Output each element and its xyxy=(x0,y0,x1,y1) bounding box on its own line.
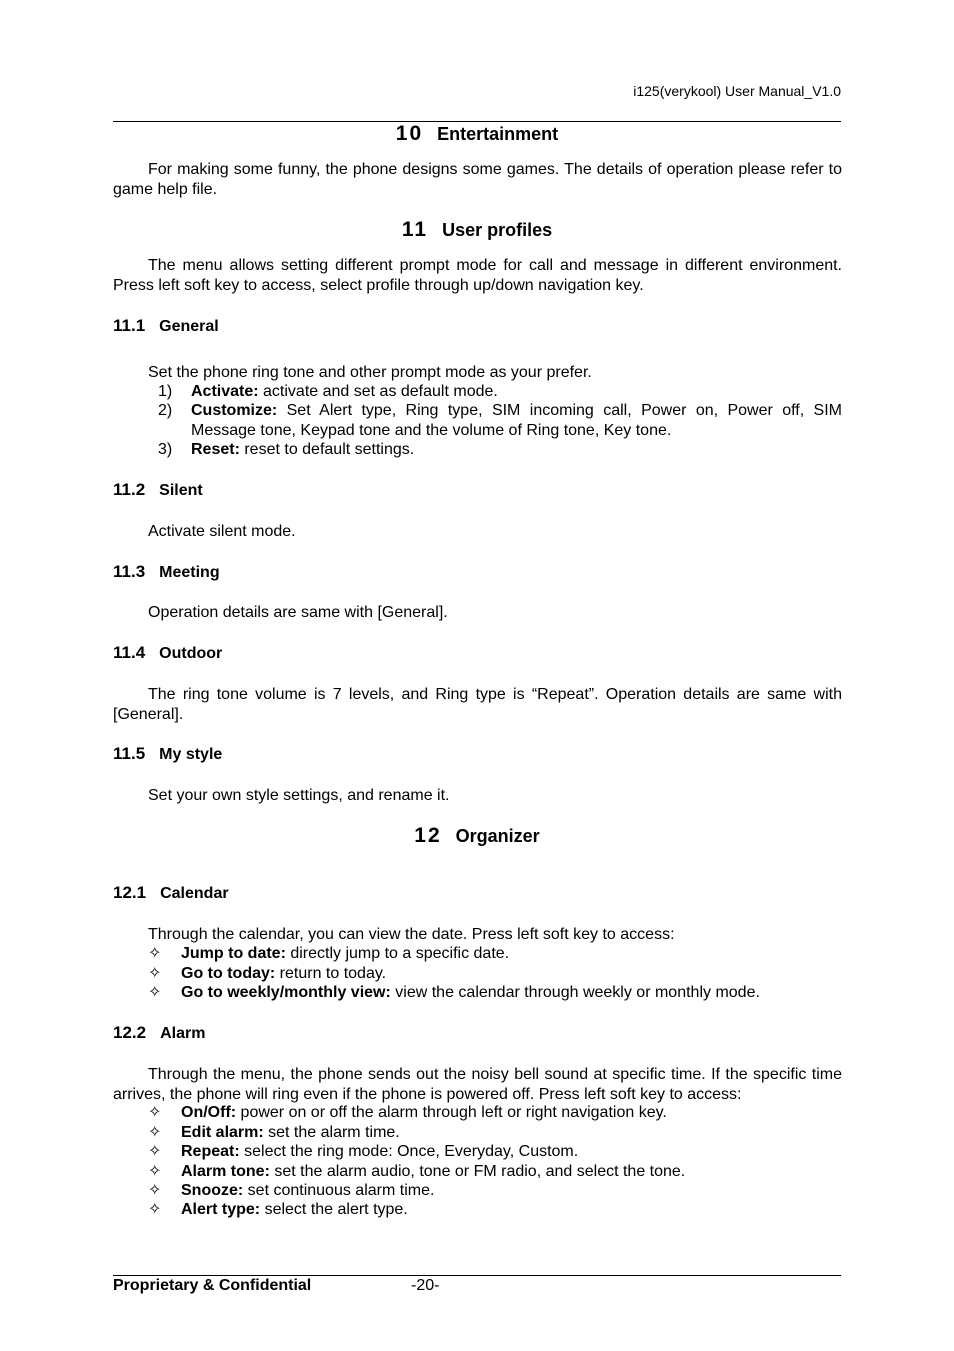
subsection-12-2-intro: Through the menu, the phone sends out the noisy bell sound at specific time. If the specific time arrives, the phone will ring even if the phone is powered off. Press left soft key to access: xyxy=(113,1066,842,1103)
section-heading-10 xyxy=(0,122,954,146)
item-label: Repeat: xyxy=(181,1143,240,1160)
section-number: 10 xyxy=(395,122,424,145)
subsection-heading-11-4 xyxy=(113,643,222,663)
page-number: -20- xyxy=(411,1277,440,1294)
item-label: Reset: xyxy=(191,441,240,458)
subsection-11-2-text: Activate silent mode. xyxy=(148,523,296,540)
bullet-star-icon: ✧ xyxy=(148,1143,162,1160)
section-heading-11 xyxy=(0,218,954,242)
subsection-title: Outdoor xyxy=(159,645,223,662)
section-title: Entertainment xyxy=(437,124,559,144)
item-label: Go to today: xyxy=(181,965,276,982)
item-text: select the alert type. xyxy=(260,1201,408,1218)
item-text: power on or off the alarm through left or right navigation key. xyxy=(236,1104,667,1121)
bullet-star-icon: ✧ xyxy=(148,945,162,962)
subsection-title: General xyxy=(159,318,219,335)
subsection-number: 12.2 xyxy=(113,1023,147,1042)
item-text: select the ring mode: Once, Everyday, Custom. xyxy=(239,1143,579,1160)
item-label: Customize: xyxy=(191,402,278,419)
item-text: directly jump to a specific date. xyxy=(285,945,510,962)
document-header-title: i125(verykool) User Manual_V1.0 xyxy=(633,83,841,99)
subsection-heading-11-2 xyxy=(113,480,203,500)
subsection-heading-11-3 xyxy=(113,562,220,582)
section-10-paragraph: For making some funny, the phone designs some games. The details of operation please refer to game help file. xyxy=(113,161,842,198)
subsection-number: 12.1 xyxy=(113,883,147,902)
bullet-star-icon: ✧ xyxy=(148,1104,162,1121)
subsection-number: 11.5 xyxy=(113,744,146,763)
bullet-star-icon: ✧ xyxy=(148,965,162,982)
item-text: set the alarm time. xyxy=(263,1124,400,1141)
item-text: set continuous alarm time. xyxy=(243,1182,435,1199)
list-number: 3) xyxy=(158,441,173,458)
item-label: Edit alarm: xyxy=(181,1124,264,1141)
subsection-heading-12-2 xyxy=(113,1023,205,1043)
subsection-11-1-intro: Set the phone ring tone and other prompt mode as your prefer. xyxy=(148,364,592,381)
subsection-title: Alarm xyxy=(160,1025,206,1042)
subsection-12-1-intro: Through the calendar, you can view the date. Press left soft key to access: xyxy=(148,926,675,943)
footer-confidential-label: Proprietary & Confidential xyxy=(113,1277,312,1294)
subsection-number: 11.3 xyxy=(113,562,146,581)
item-text: view the calendar through weekly or monthly mode. xyxy=(390,984,760,1001)
subsection-title: My style xyxy=(159,746,223,763)
subsection-number: 11.2 xyxy=(113,480,146,499)
section-title: User profiles xyxy=(442,220,553,240)
subsection-number: 11.4 xyxy=(113,643,146,662)
item-text: set the alarm audio, tone or FM radio, and select the tone. xyxy=(269,1163,686,1180)
item-text: activate and set as default mode. xyxy=(258,383,498,400)
bullet-star-icon: ✧ xyxy=(148,1201,162,1218)
section-number: 11 xyxy=(401,218,429,241)
subsection-heading-12-1 xyxy=(113,883,229,903)
subsection-title: Meeting xyxy=(159,564,220,581)
item-text: return to today. xyxy=(275,965,387,982)
bullet-star-icon: ✧ xyxy=(148,984,162,1001)
bullet-star-icon: ✧ xyxy=(148,1182,162,1199)
bullet-star-icon: ✧ xyxy=(148,1163,162,1180)
section-heading-12 xyxy=(0,824,954,848)
item-label: Snooze: xyxy=(181,1182,244,1199)
subsection-11-3-text: Operation details are same with [General]. xyxy=(148,604,448,621)
item-label: Go to weekly/monthly view: xyxy=(181,984,391,1001)
footer-rule xyxy=(113,1275,841,1276)
subsection-title: Silent xyxy=(159,482,203,499)
bullet-star-icon: ✧ xyxy=(148,1124,162,1141)
subsection-11-5-text: Set your own style settings, and rename it. xyxy=(148,787,450,804)
subsection-title: Calendar xyxy=(160,885,229,902)
item-text: reset to default settings. xyxy=(239,441,415,458)
subsection-heading-11-1 xyxy=(113,316,219,336)
list-number: 1) xyxy=(158,383,173,400)
item-label: Jump to date: xyxy=(181,945,286,962)
list-number: 2) xyxy=(158,402,173,419)
item-text: Set Alert type, Ring type, SIM incoming call, Power on, Power off, SIM Message tone, Keypad tone and the volume of Ring tone, Key tone. xyxy=(191,402,842,439)
item-label: Alert type: xyxy=(181,1201,261,1218)
section-title: Organizer xyxy=(455,826,540,846)
item-label: Alarm tone: xyxy=(181,1163,270,1180)
item-label: On/Off: xyxy=(181,1104,237,1121)
section-number: 12 xyxy=(414,824,442,847)
subsection-heading-11-5 xyxy=(113,744,222,764)
item-label: Activate: xyxy=(191,383,259,400)
subsection-number: 11.1 xyxy=(113,316,146,335)
section-11-paragraph: The menu allows setting different prompt mode for call and message in different environment. Press left soft key to access, select profile through up/down navigation key. xyxy=(113,257,842,294)
subsection-11-4-text: The ring tone volume is 7 levels, and Ring type is “Repeat”. Operation details are same with [General]. xyxy=(113,686,842,723)
